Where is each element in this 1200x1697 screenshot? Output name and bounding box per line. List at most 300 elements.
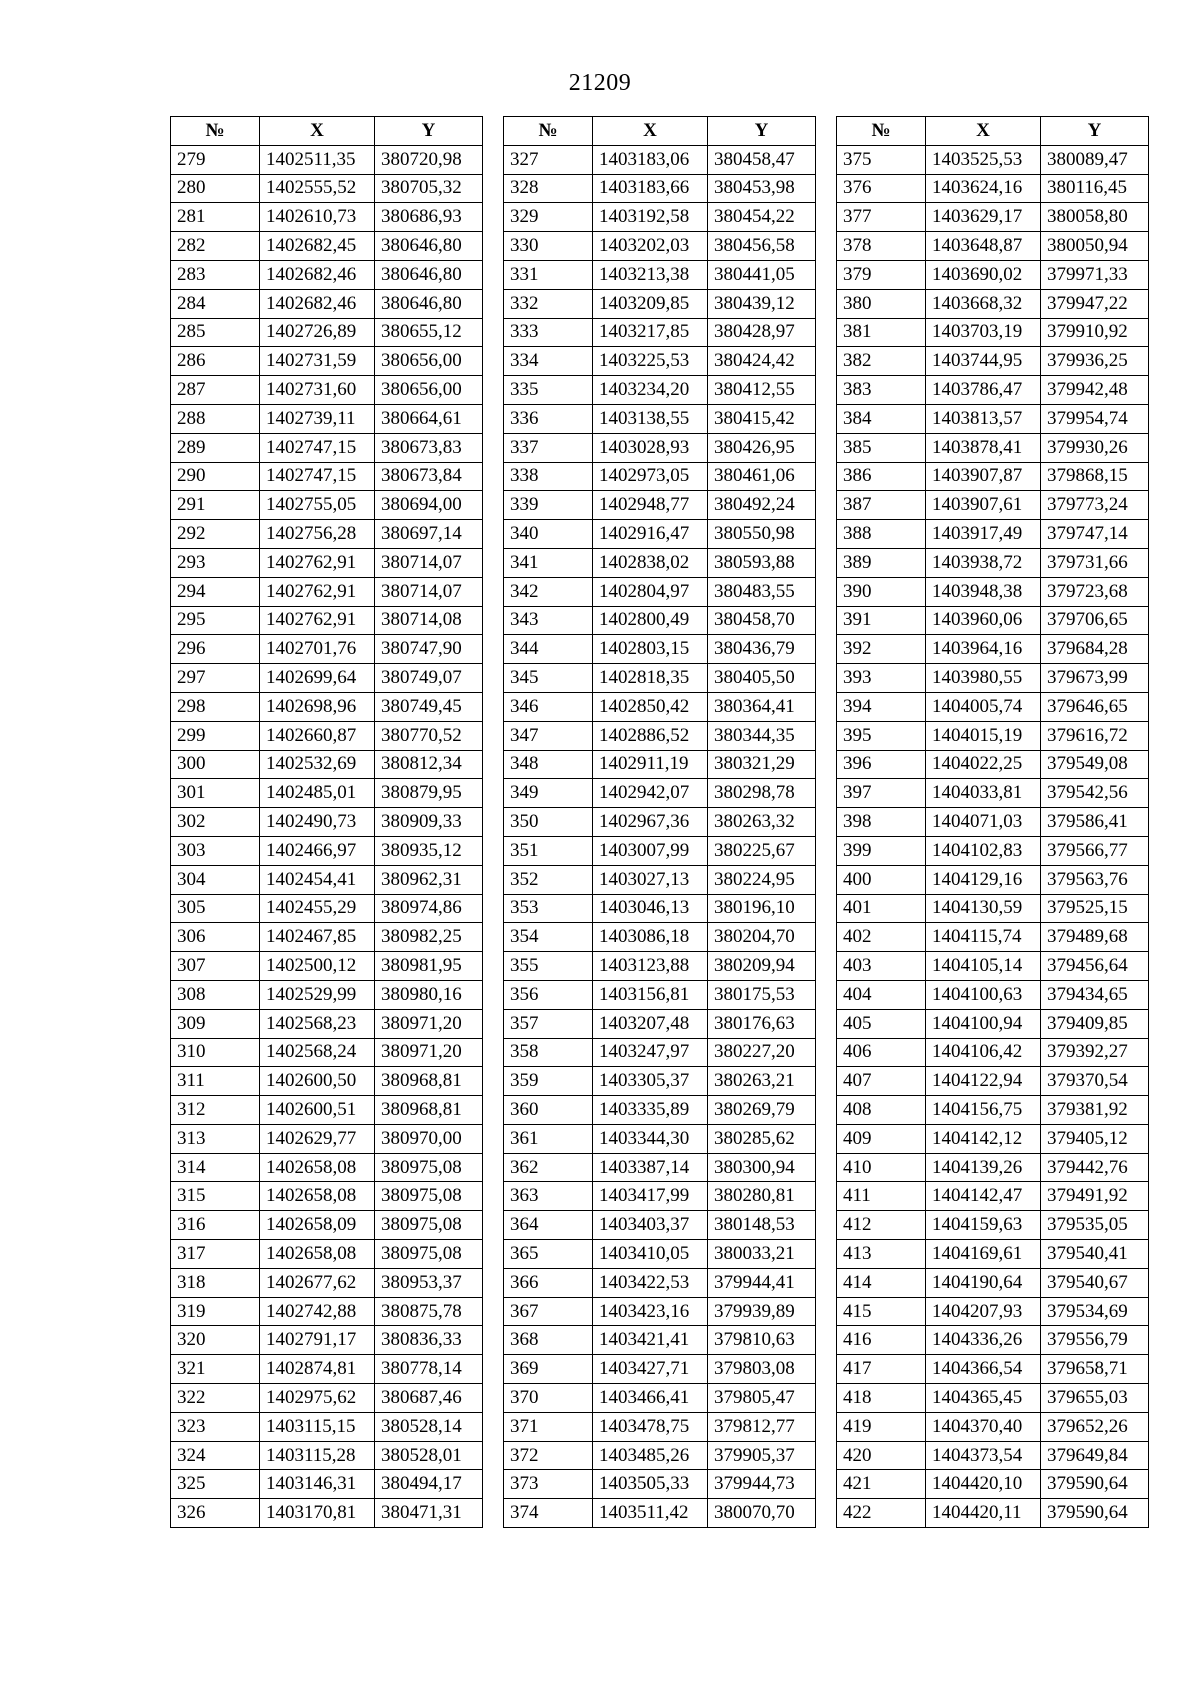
- point-number-cell: 336: [504, 404, 593, 433]
- table-row: [171, 548, 483, 577]
- x-coordinate-cell: 1403387,14: [593, 1153, 708, 1182]
- y-coordinate-cell: 380209,94: [708, 952, 816, 981]
- table-row: [171, 923, 483, 952]
- table-row: [837, 1153, 1149, 1182]
- table-row: [504, 203, 816, 232]
- x-coordinate-cell: 1402568,24: [260, 1038, 375, 1067]
- y-coordinate-cell: 380428,97: [708, 318, 816, 347]
- point-number-cell: 281: [171, 203, 260, 232]
- x-coordinate-cell: 1403209,85: [593, 289, 708, 318]
- point-number-cell: 410: [837, 1153, 926, 1182]
- y-coordinate-cell: 379563,76: [1041, 865, 1149, 894]
- table-row: [837, 145, 1149, 174]
- x-coordinate-cell: 1403786,47: [926, 376, 1041, 405]
- x-coordinate-cell: 1402874,81: [260, 1355, 375, 1384]
- table-row: [171, 232, 483, 261]
- table-row: [837, 289, 1149, 318]
- y-coordinate-cell: 380224,95: [708, 865, 816, 894]
- x-coordinate-cell: 1404420,10: [926, 1470, 1041, 1499]
- point-number-cell: 291: [171, 491, 260, 520]
- x-coordinate-cell: 1404130,59: [926, 894, 1041, 923]
- table-row: [504, 491, 816, 520]
- table-row: [837, 1182, 1149, 1211]
- table-row: [171, 404, 483, 433]
- point-number-cell: 293: [171, 548, 260, 577]
- x-coordinate-cell: 1403466,41: [593, 1384, 708, 1413]
- x-coordinate-cell: 1402658,08: [260, 1240, 375, 1269]
- y-coordinate-cell: 379489,68: [1041, 923, 1149, 952]
- table-row: [171, 635, 483, 664]
- point-number-cell: 415: [837, 1297, 926, 1326]
- x-coordinate-cell: 1402975,62: [260, 1384, 375, 1413]
- x-coordinate-cell: 1403305,37: [593, 1067, 708, 1096]
- point-number-cell: 359: [504, 1067, 593, 1096]
- y-header: Y: [708, 117, 816, 146]
- y-coordinate-cell: 380909,33: [375, 808, 483, 837]
- table-row: [837, 750, 1149, 779]
- y-coordinate-cell: 379616,72: [1041, 721, 1149, 750]
- point-number-cell: 418: [837, 1384, 926, 1413]
- x-coordinate-cell: 1402804,97: [593, 577, 708, 606]
- point-number-cell: 324: [171, 1441, 260, 1470]
- table-row: [171, 347, 483, 376]
- point-number-cell: 345: [504, 664, 593, 693]
- point-number-cell: 338: [504, 462, 593, 491]
- y-coordinate-cell: 380471,31: [375, 1499, 483, 1528]
- x-coordinate-cell: 1404071,03: [926, 808, 1041, 837]
- table-row: [171, 1470, 483, 1499]
- point-number-cell: 363: [504, 1182, 593, 1211]
- point-number-cell: 333: [504, 318, 593, 347]
- x-coordinate-cell: 1403138,55: [593, 404, 708, 433]
- y-coordinate-cell: 380175,53: [708, 980, 816, 1009]
- point-number-cell: 375: [837, 145, 926, 174]
- point-number-cell: 420: [837, 1441, 926, 1470]
- point-number-cell: 390: [837, 577, 926, 606]
- y-coordinate-cell: 380405,50: [708, 664, 816, 693]
- y-coordinate-cell: 380714,08: [375, 606, 483, 635]
- point-number-cell: 323: [171, 1412, 260, 1441]
- y-coordinate-cell: 380968,81: [375, 1067, 483, 1096]
- x-coordinate-cell: 1404373,54: [926, 1441, 1041, 1470]
- point-number-cell: 350: [504, 808, 593, 837]
- table-row: [837, 577, 1149, 606]
- table-row: [837, 376, 1149, 405]
- table-row: [837, 779, 1149, 808]
- point-number-cell: 397: [837, 779, 926, 808]
- y-coordinate-cell: 380673,83: [375, 433, 483, 462]
- y-coordinate-cell: 380971,20: [375, 1009, 483, 1038]
- point-number-cell: 354: [504, 923, 593, 952]
- x-coordinate-cell: 1403917,49: [926, 520, 1041, 549]
- point-number-cell: 413: [837, 1240, 926, 1269]
- point-number-cell: 319: [171, 1297, 260, 1326]
- point-number-cell: 370: [504, 1384, 593, 1413]
- page-number: 21209: [568, 70, 632, 96]
- y-coordinate-cell: 379409,85: [1041, 1009, 1149, 1038]
- x-coordinate-cell: 1404106,42: [926, 1038, 1041, 1067]
- y-coordinate-cell: 380436,79: [708, 635, 816, 664]
- table-row: [171, 952, 483, 981]
- x-coordinate-cell: 1402529,99: [260, 980, 375, 1009]
- point-number-cell: 296: [171, 635, 260, 664]
- y-coordinate-cell: 380196,10: [708, 894, 816, 923]
- point-number-cell: 365: [504, 1240, 593, 1269]
- y-coordinate-cell: 380980,16: [375, 980, 483, 1009]
- y-coordinate-cell: 379944,73: [708, 1470, 816, 1499]
- point-number-cell: 422: [837, 1499, 926, 1528]
- y-coordinate-cell: 379586,41: [1041, 808, 1149, 837]
- x-coordinate-cell: 1403964,16: [926, 635, 1041, 664]
- y-coordinate-cell: 380714,07: [375, 577, 483, 606]
- point-number-cell: 400: [837, 865, 926, 894]
- x-coordinate-cell: 1402762,91: [260, 548, 375, 577]
- x-coordinate-cell: 1402677,62: [260, 1268, 375, 1297]
- table-row: [837, 462, 1149, 491]
- x-coordinate-cell: 1403629,17: [926, 203, 1041, 232]
- point-number-cell: 366: [504, 1268, 593, 1297]
- y-coordinate-cell: 380975,08: [375, 1182, 483, 1211]
- point-number-cell: 406: [837, 1038, 926, 1067]
- point-number-cell: 285: [171, 318, 260, 347]
- point-number-cell: 308: [171, 980, 260, 1009]
- table-row: [837, 1355, 1149, 1384]
- y-coordinate-cell: 379939,89: [708, 1297, 816, 1326]
- x-coordinate-cell: 1402942,07: [593, 779, 708, 808]
- point-number-cell: 396: [837, 750, 926, 779]
- table-row: [504, 347, 816, 376]
- table-row: [171, 433, 483, 462]
- point-number-cell: 394: [837, 692, 926, 721]
- point-number-cell: 342: [504, 577, 593, 606]
- x-coordinate-cell: 1402973,05: [593, 462, 708, 491]
- y-coordinate-cell: 379971,33: [1041, 260, 1149, 289]
- point-number-cell: 334: [504, 347, 593, 376]
- point-number-cell: 389: [837, 548, 926, 577]
- point-number-cell: 332: [504, 289, 593, 318]
- x-coordinate-cell: 1403525,53: [926, 145, 1041, 174]
- table-row: [837, 232, 1149, 261]
- x-coordinate-cell: 1403202,03: [593, 232, 708, 261]
- x-coordinate-cell: 1402701,76: [260, 635, 375, 664]
- table-row: [837, 1326, 1149, 1355]
- table-row: [171, 1211, 483, 1240]
- header-row: [171, 117, 483, 146]
- x-coordinate-cell: 1403744,95: [926, 347, 1041, 376]
- table-row: [171, 376, 483, 405]
- x-coordinate-cell: 1402682,46: [260, 289, 375, 318]
- x-coordinate-cell: 1404033,81: [926, 779, 1041, 808]
- x-coordinate-cell: 1404142,47: [926, 1182, 1041, 1211]
- table-row: [504, 1096, 816, 1125]
- y-coordinate-cell: 380747,90: [375, 635, 483, 664]
- point-number-cell: 305: [171, 894, 260, 923]
- y-coordinate-cell: 380528,14: [375, 1412, 483, 1441]
- y-coordinate-cell: 380550,98: [708, 520, 816, 549]
- point-number-cell: 381: [837, 318, 926, 347]
- x-coordinate-cell: 1402658,08: [260, 1182, 375, 1211]
- x-coordinate-cell: 1403217,85: [593, 318, 708, 347]
- x-coordinate-cell: 1403247,97: [593, 1038, 708, 1067]
- x-coordinate-cell: 1402967,36: [593, 808, 708, 837]
- y-coordinate-cell: 380970,00: [375, 1124, 483, 1153]
- table-row: [504, 1038, 816, 1067]
- x-coordinate-cell: 1402568,23: [260, 1009, 375, 1038]
- x-coordinate-cell: 1402466,97: [260, 836, 375, 865]
- table-row: [837, 980, 1149, 1009]
- point-number-cell: 304: [171, 865, 260, 894]
- y-coordinate-cell: 380458,70: [708, 606, 816, 635]
- x-coordinate-cell: 1404105,14: [926, 952, 1041, 981]
- x-coordinate-cell: 1402818,35: [593, 664, 708, 693]
- y-coordinate-cell: 380714,07: [375, 548, 483, 577]
- point-number-cell: 340: [504, 520, 593, 549]
- point-number-cell: 403: [837, 952, 926, 981]
- table-row: [504, 520, 816, 549]
- x-coordinate-cell: 1404207,93: [926, 1297, 1041, 1326]
- point-number-cell: 355: [504, 952, 593, 981]
- table-row: [837, 1067, 1149, 1096]
- point-number-cell: 401: [837, 894, 926, 923]
- table-row: [504, 1470, 816, 1499]
- table-row: [504, 232, 816, 261]
- x-coordinate-cell: 1403123,88: [593, 952, 708, 981]
- x-coordinate-cell: 1402726,89: [260, 318, 375, 347]
- y-coordinate-cell: 379525,15: [1041, 894, 1149, 923]
- point-number-cell: 322: [171, 1384, 260, 1413]
- table-row: [837, 1268, 1149, 1297]
- x-coordinate-cell: 1402948,77: [593, 491, 708, 520]
- point-number-cell: 313: [171, 1124, 260, 1153]
- x-coordinate-cell: 1402803,15: [593, 635, 708, 664]
- table-row: [171, 318, 483, 347]
- table-row: [837, 1211, 1149, 1240]
- y-coordinate-cell: 380528,01: [375, 1441, 483, 1470]
- y-coordinate-cell: 380879,95: [375, 779, 483, 808]
- table-row: [504, 606, 816, 635]
- point-number-cell: 290: [171, 462, 260, 491]
- point-number-cell: 371: [504, 1412, 593, 1441]
- point-number-cell: 357: [504, 1009, 593, 1038]
- table-row: [171, 1240, 483, 1269]
- table-row: [171, 750, 483, 779]
- point-number-cell: 412: [837, 1211, 926, 1240]
- point-number-cell: 374: [504, 1499, 593, 1528]
- table-row: [504, 1211, 816, 1240]
- x-coordinate-cell: 1402762,91: [260, 577, 375, 606]
- y-coordinate-cell: 380089,47: [1041, 145, 1149, 174]
- table-row: [171, 1067, 483, 1096]
- y-coordinate-cell: 380483,55: [708, 577, 816, 606]
- table-row: [837, 836, 1149, 865]
- table-row: [504, 1153, 816, 1182]
- y-coordinate-cell: 379652,26: [1041, 1412, 1149, 1441]
- point-number-cell: 380: [837, 289, 926, 318]
- y-coordinate-cell: 379535,05: [1041, 1211, 1149, 1240]
- table-row: [504, 1067, 816, 1096]
- y-coordinate-cell: 379540,67: [1041, 1268, 1149, 1297]
- y-coordinate-cell: 380225,67: [708, 836, 816, 865]
- y-coordinate-cell: 380981,95: [375, 952, 483, 981]
- y-coordinate-cell: 380263,32: [708, 808, 816, 837]
- x-coordinate-cell: 1404142,12: [926, 1124, 1041, 1153]
- x-coordinate-cell: 1403156,81: [593, 980, 708, 1009]
- point-number-cell: 351: [504, 836, 593, 865]
- point-number-cell: 369: [504, 1355, 593, 1384]
- y-coordinate-cell: 380321,29: [708, 750, 816, 779]
- point-number-cell: 317: [171, 1240, 260, 1269]
- point-number-cell: 404: [837, 980, 926, 1009]
- point-number-cell: 295: [171, 606, 260, 635]
- y-coordinate-cell: 380204,70: [708, 923, 816, 952]
- y-coordinate-cell: 379944,41: [708, 1268, 816, 1297]
- y-coordinate-cell: 379566,77: [1041, 836, 1149, 865]
- table-row: [171, 491, 483, 520]
- x-coordinate-cell: 1404005,74: [926, 692, 1041, 721]
- x-coordinate-cell: 1403046,13: [593, 894, 708, 923]
- y-coordinate-cell: 380456,58: [708, 232, 816, 261]
- x-coordinate-cell: 1404365,45: [926, 1384, 1041, 1413]
- point-number-cell: 283: [171, 260, 260, 289]
- y-coordinate-cell: 380116,45: [1041, 174, 1149, 203]
- point-number-cell: 280: [171, 174, 260, 203]
- y-coordinate-cell: 380875,78: [375, 1297, 483, 1326]
- x-coordinate-cell: 1403878,41: [926, 433, 1041, 462]
- y-coordinate-cell: 379773,24: [1041, 491, 1149, 520]
- x-coordinate-cell: 1404122,94: [926, 1067, 1041, 1096]
- x-coordinate-cell: 1402698,96: [260, 692, 375, 721]
- point-number-cell: 331: [504, 260, 593, 289]
- y-coordinate-cell: 380494,17: [375, 1470, 483, 1499]
- table-row: [837, 894, 1149, 923]
- point-number-cell: 297: [171, 664, 260, 693]
- x-coordinate-cell: 1402629,77: [260, 1124, 375, 1153]
- x-coordinate-cell: 1402658,08: [260, 1153, 375, 1182]
- table-row: [504, 894, 816, 923]
- table-row: [504, 808, 816, 837]
- y-coordinate-cell: 380975,08: [375, 1240, 483, 1269]
- x-coordinate-cell: 1403427,71: [593, 1355, 708, 1384]
- x-coordinate-cell: 1403344,30: [593, 1124, 708, 1153]
- point-number-cell: 417: [837, 1355, 926, 1384]
- table-row: [504, 145, 816, 174]
- point-number-cell: 325: [171, 1470, 260, 1499]
- table-row: [837, 433, 1149, 462]
- point-number-cell: 398: [837, 808, 926, 837]
- y-coordinate-cell: 380439,12: [708, 289, 816, 318]
- x-coordinate-cell: 1402699,64: [260, 664, 375, 693]
- table-row: [837, 548, 1149, 577]
- table-row: [837, 1038, 1149, 1067]
- y-coordinate-cell: 380656,00: [375, 347, 483, 376]
- point-number-cell: 402: [837, 923, 926, 952]
- point-number-cell: 286: [171, 347, 260, 376]
- x-coordinate-cell: 1402739,11: [260, 404, 375, 433]
- point-number-cell: 326: [171, 1499, 260, 1528]
- y-coordinate-cell: 379542,56: [1041, 779, 1149, 808]
- y-coordinate-cell: 380148,53: [708, 1211, 816, 1240]
- point-number-cell: 388: [837, 520, 926, 549]
- x-coordinate-cell: 1403115,28: [260, 1441, 375, 1470]
- table-row: [504, 1240, 816, 1269]
- table-row: [504, 1441, 816, 1470]
- table-row: [837, 1412, 1149, 1441]
- point-number-cell: 347: [504, 721, 593, 750]
- point-number-cell: 387: [837, 491, 926, 520]
- table-row: [171, 1441, 483, 1470]
- x-coordinate-cell: 1404022,25: [926, 750, 1041, 779]
- table-row: [171, 692, 483, 721]
- table-row: [837, 808, 1149, 837]
- x-coordinate-cell: 1402850,42: [593, 692, 708, 721]
- y-coordinate-cell: 380412,55: [708, 376, 816, 405]
- y-coordinate-cell: 379491,92: [1041, 1182, 1149, 1211]
- y-coordinate-cell: 380050,94: [1041, 232, 1149, 261]
- y-coordinate-cell: 379540,41: [1041, 1240, 1149, 1269]
- table-row: [504, 462, 816, 491]
- point-number-cell: 411: [837, 1182, 926, 1211]
- y-coordinate-cell: 379549,08: [1041, 750, 1149, 779]
- point-number-cell: 321: [171, 1355, 260, 1384]
- table-row: [504, 577, 816, 606]
- table-row: [171, 1326, 483, 1355]
- x-coordinate-cell: 1403938,72: [926, 548, 1041, 577]
- x-coordinate-cell: 1403146,31: [260, 1470, 375, 1499]
- y-coordinate-cell: 379381,92: [1041, 1096, 1149, 1125]
- y-coordinate-cell: 380974,86: [375, 894, 483, 923]
- y-coordinate-cell: 380058,80: [1041, 203, 1149, 232]
- point-number-cell: 399: [837, 836, 926, 865]
- table-row: [171, 980, 483, 1009]
- table-row: [837, 952, 1149, 981]
- point-number-cell: 320: [171, 1326, 260, 1355]
- y-coordinate-cell: 380492,24: [708, 491, 816, 520]
- y-coordinate-cell: 379649,84: [1041, 1441, 1149, 1470]
- x-coordinate-cell: 1403478,75: [593, 1412, 708, 1441]
- point-number-cell: 416: [837, 1326, 926, 1355]
- point-number-cell: 352: [504, 865, 593, 894]
- x-coordinate-cell: 1403183,66: [593, 174, 708, 203]
- point-number-cell: 289: [171, 433, 260, 462]
- x-coordinate-cell: 1404139,26: [926, 1153, 1041, 1182]
- x-coordinate-cell: 1403335,89: [593, 1096, 708, 1125]
- table-row: [837, 260, 1149, 289]
- point-number-cell: 344: [504, 635, 593, 664]
- x-coordinate-cell: 1403421,41: [593, 1326, 708, 1355]
- x-coordinate-cell: 1402756,28: [260, 520, 375, 549]
- y-coordinate-cell: 379405,12: [1041, 1124, 1149, 1153]
- table-row: [171, 894, 483, 923]
- point-number-cell: 318: [171, 1268, 260, 1297]
- y-coordinate-cell: 379905,37: [708, 1441, 816, 1470]
- x-coordinate-cell: 1403027,13: [593, 865, 708, 894]
- point-number-cell: 376: [837, 174, 926, 203]
- y-coordinate-cell: 380646,80: [375, 232, 483, 261]
- table-row: [837, 347, 1149, 376]
- table-row: [171, 1182, 483, 1211]
- x-coordinate-cell: 1402800,49: [593, 606, 708, 635]
- x-coordinate-cell: 1402742,88: [260, 1297, 375, 1326]
- x-coordinate-cell: 1403422,53: [593, 1268, 708, 1297]
- x-coordinate-cell: 1404159,63: [926, 1211, 1041, 1240]
- coordinates-table-1: [170, 116, 483, 1528]
- point-number-cell: 335: [504, 376, 593, 405]
- point-number-cell: 329: [504, 203, 593, 232]
- point-number-cell: 395: [837, 721, 926, 750]
- table-row: [504, 1499, 816, 1528]
- table-row: [837, 1470, 1149, 1499]
- x-coordinate-cell: 1402467,85: [260, 923, 375, 952]
